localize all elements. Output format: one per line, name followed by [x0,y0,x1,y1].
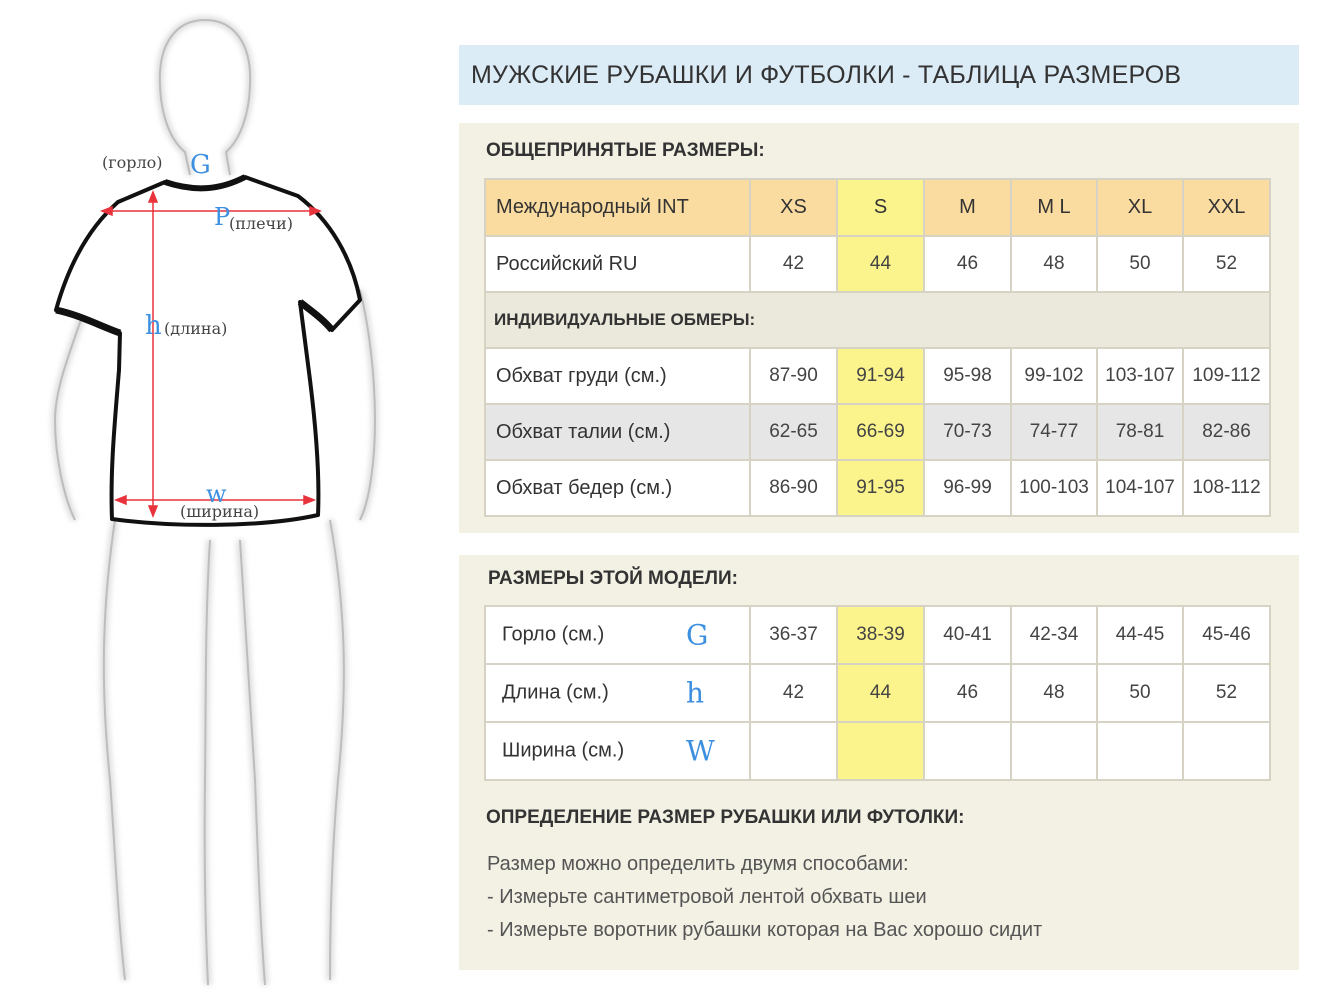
ru-size-cell: 52 [1183,236,1270,292]
length-cell: 46 [924,664,1011,722]
page-title: МУЖСКИЕ РУБАШКИ И ФУТБОЛКИ - ТАБЛИЦА РАЗМЕРОВ [471,61,1182,89]
neck-letter: G [190,150,211,180]
neck-cell: 38-39 [837,606,924,664]
hips-label: Обхват бедер (см.) [485,460,750,516]
guide-line: - Измерьте воротник рубашки которая на Вас хорошо сидит [487,919,1043,941]
length-row-text: Длина (см.) [502,681,609,704]
hips-cell: 96-99 [924,460,1011,516]
standard-sizes-heading: ОБЩЕПРИНЯТЫЕ РАЗМЕРЫ: [486,140,765,161]
ru-size-cell: 42 [750,236,837,292]
int-size-cell: S [837,179,924,236]
int-size-cell: XXL [1183,179,1270,236]
width-cell [837,722,924,780]
ru-label: Российский RU [485,236,750,292]
waist-cell: 74-77 [1011,404,1097,460]
hips-cell: 86-90 [750,460,837,516]
neck-row-text: Горло (см.) [502,623,605,646]
waist-cell: 70-73 [924,404,1011,460]
neck-row-label [485,606,750,664]
int-label: Международный INT [485,179,750,236]
chest-cell: 95-98 [924,348,1011,404]
neck-label: (горло) [102,153,163,172]
width-cell [1011,722,1097,780]
individual-heading-row [485,292,1270,348]
chest-label: Обхват груди (см.) [485,348,750,404]
body-figure [30,0,390,1000]
model-sizes-heading: РАЗМЕРЫ ЭТОЙ МОДЕЛИ: [488,568,738,589]
waist-cell: 66-69 [837,404,924,460]
chest-cell: 91-94 [837,348,924,404]
int-size-cell: M L [1011,179,1097,236]
chest-cell: 99-102 [1011,348,1097,404]
chest-cell: 103-107 [1097,348,1183,404]
model-sizes-panel [459,555,1299,970]
width-cell [1183,722,1270,780]
ru-size-cell: 46 [924,236,1011,292]
length-cell: 44 [837,664,924,722]
width-letter: w [206,480,227,508]
width-row-label [485,722,750,780]
neck-cell: 42-34 [1011,606,1097,664]
hips-cell: 104-107 [1097,460,1183,516]
width-symbol: W [686,734,715,768]
ru-size-cell: 44 [837,236,924,292]
neck-cell: 36-37 [750,606,837,664]
title-bar [459,45,1299,105]
hips-cell: 108-112 [1183,460,1270,516]
length-cell: 48 [1011,664,1097,722]
shoulder-letter: P [214,203,231,231]
width-row-text: Ширина (см.) [502,739,625,762]
length-cell: 42 [750,664,837,722]
hips-row [485,460,1270,516]
standard-sizes-table [484,178,1271,517]
ru-size-row [485,236,1270,292]
waist-cell: 82-86 [1183,404,1270,460]
length-row-label [485,664,750,722]
ru-size-cell: 48 [1011,236,1097,292]
length-letter: h [145,311,162,341]
neck-cell: 44-45 [1097,606,1183,664]
neck-row [485,606,1270,664]
length-cell: 50 [1097,664,1183,722]
chest-cell: 87-90 [750,348,837,404]
width-cell [924,722,1011,780]
waist-label: Обхват талии (см.) [485,404,750,460]
chest-row [485,348,1270,404]
length-cell: 52 [1183,664,1270,722]
standard-sizes-panel [459,123,1299,533]
waist-cell: 62-65 [750,404,837,460]
shoulder-label: (плечи) [229,214,294,233]
int-size-cell: M [924,179,1011,236]
waist-row [485,404,1270,460]
width-row [485,722,1270,780]
chest-cell: 109-112 [1183,348,1270,404]
width-label: (ширина) [180,502,260,521]
tshirt-outline [56,177,360,525]
int-size-row [485,179,1270,236]
int-size-cell: XL [1097,179,1183,236]
individual-measurements-heading: ИНДИВИДУАЛЬНЫЕ ОБМЕРЫ: [485,292,1270,348]
int-size-cell: XS [750,179,837,236]
width-cell [1097,722,1183,780]
length-row [485,664,1270,722]
neck-cell: 45-46 [1183,606,1270,664]
model-sizes-table [484,605,1271,781]
width-cell [750,722,837,780]
guide-line: Размер можно определить двумя способами: [487,853,909,875]
neck-symbol: G [686,618,709,652]
waist-cell: 78-81 [1097,404,1183,460]
ru-size-cell: 50 [1097,236,1183,292]
hips-cell: 91-95 [837,460,924,516]
guide-line: - Измерьте сантиметровой лентой обхвать шеи [487,886,927,908]
size-guide-heading: ОПРЕДЕЛЕНИЕ РАЗМЕР РУБАШКИ ИЛИ ФУТОЛКИ: [486,807,965,828]
neck-cell: 40-41 [924,606,1011,664]
length-symbol: h [686,676,705,710]
size-guide-text [487,848,1042,947]
hips-cell: 100-103 [1011,460,1097,516]
length-label: (длина) [164,319,228,338]
